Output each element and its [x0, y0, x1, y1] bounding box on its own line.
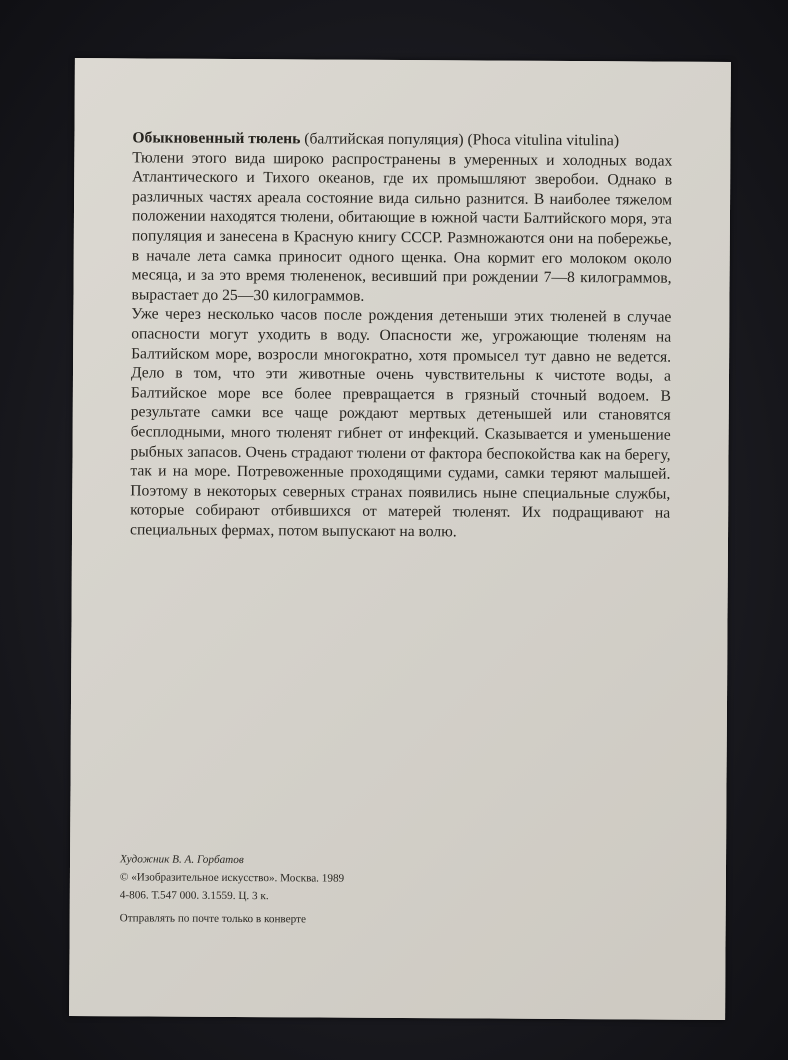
title-paragraph: [132, 128, 672, 151]
description-text: [130, 128, 673, 543]
postcard-back: [69, 58, 731, 1020]
mailing-note: Отправлять по почте только в конверте: [119, 912, 306, 926]
credits: [120, 850, 540, 907]
print-codes: 4-806. Т.547 000. З.1559. Ц. 3 к.: [119, 889, 269, 903]
paragraph-1: Тюлени этого вида широко распространены в умеренных и холодных водах Атлантического и Тихого океанов, где их промышляют зверобои. Однако в различных частях ареала состояние вида сильно разнится. В наиболее тяжелом положении находятся тюлени, обитающие в южной части Балтийского моря, эта популяция и занесена в Красную книгу СССР. Размножаются они на побережье, в начале лета самка приносит одного щенка. Она кормит его молоком около месяца, и за это время тюлененок, весивший при рождении 7—8 килограммов, вырастает до 25—30 килограммов.: [131, 148, 673, 305]
paragraph-2: Уже через несколько часов после рождения детеныши этих тюленей в случае опасности могут уходить в воду. Опасности же, угрожающие тюленям на Балтийском море, возросли многократно, хотя промысел тут давно не ведется. Дело в том, что эти животные очень чувствительны к чистоте воды, а Балтийское море все более превращается в грязный сточный водоем. В результате самки все чаще рождают мертвых детенышей или становятся бесплодными, много тюленят гибнет от инфекций. Сказывается и уменьшение рыбных запасов. Очень страдают тюлени от фактора беспокойства как на берегу, так и на море. Потревоженные проходящими судами, самки теряют малышей. Поэтому в некоторых северных странах появились ныне специальные службы, которые собирают отбившихся от матерей тюленят. Их подращивают на специальных фермах, потом выпускают на волю.: [129, 305, 672, 541]
artist-credit: Художник В. А. Горбатов: [120, 853, 244, 867]
species-subtitle: (балтийская популяция) (Phoca vitulina vitulina): [300, 130, 620, 150]
species-name: Обыкновенный тюлень: [132, 129, 301, 148]
publisher-credit: © «Изобразительное искусство». Москва. 1989: [119, 871, 345, 885]
